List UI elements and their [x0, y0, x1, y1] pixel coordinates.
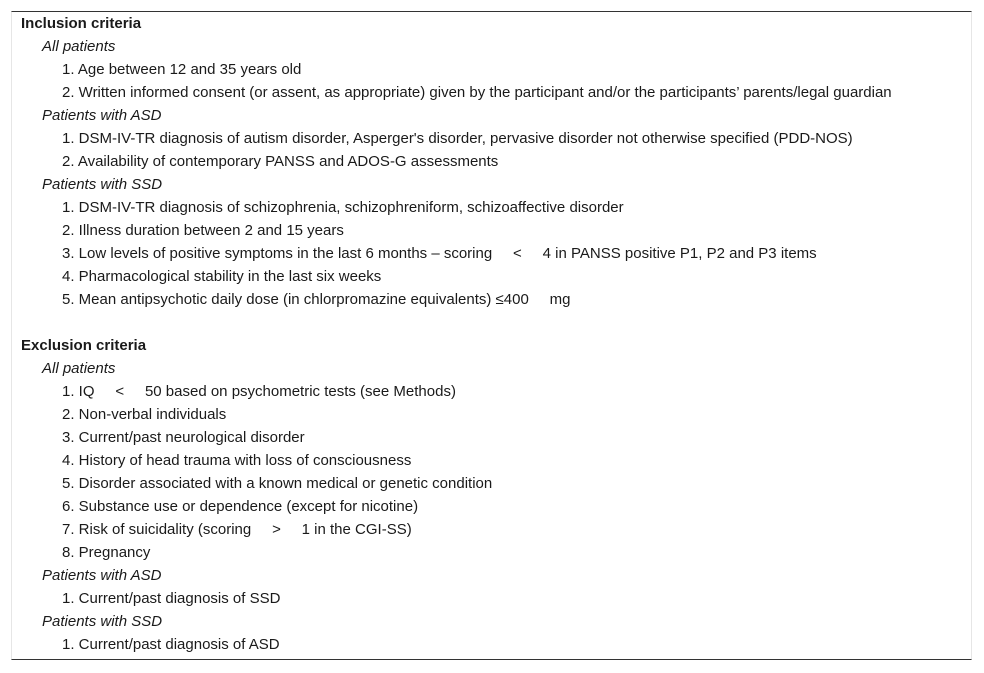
exclusion-item: 4. History of head trauma with loss of consciousness [62, 452, 412, 469]
exclusion-item: 8. Pregnancy [62, 544, 151, 561]
inclusion-item: 1. DSM-IV-TR diagnosis of autism disorder, Asperger's disorder, pervasive disorder not otherwise specified (PDD-NOS) [62, 130, 853, 147]
inclusion-item: 4. Pharmacological stability in the last six weeks [62, 268, 382, 285]
inclusion-item: 2. Illness duration between 2 and 15 years [62, 222, 344, 239]
exclusion-group-all-patients: All patients [42, 360, 116, 377]
section-spacer [21, 311, 966, 334]
inclusion-item: 1. Age between 12 and 35 years old [62, 61, 302, 78]
exclusion-item: 5. Disorder associated with a known medical or genetic condition [62, 475, 493, 492]
exclusion-item: 2. Non-verbal individuals [62, 406, 227, 423]
exclusion-heading: Exclusion criteria [21, 337, 147, 354]
exclusion-item: 3. Current/past neurological disorder [62, 429, 305, 446]
inclusion-item: 2. Written informed consent (or assent, as appropriate) given by the participant and/or the participants’ parents/legal guardian [62, 84, 892, 101]
exclusion-item: 1. Current/past diagnosis of SSD [62, 590, 281, 607]
inclusion-item: 5. Mean antipsychotic daily dose (in chlorpromazine equivalents) ≤400 mg [62, 291, 571, 308]
criteria-content [21, 12, 966, 656]
inclusion-group-ssd: Patients with SSD [42, 176, 163, 193]
inclusion-group-all-patients: All patients [42, 38, 116, 55]
inclusion-item: 2. Availability of contemporary PANSS and ADOS-G assessments [62, 153, 499, 170]
exclusion-group-asd: Patients with ASD [42, 567, 162, 584]
inclusion-item: 3. Low levels of positive symptoms in the last 6 months – scoring < 4 in PANSS positive P1, P2 and P3 items [62, 245, 817, 262]
inclusion-heading: Inclusion criteria [21, 15, 142, 32]
exclusion-item: 7. Risk of suicidality (scoring > 1 in the CGI-SS) [62, 521, 412, 538]
inclusion-group-asd: Patients with ASD [42, 107, 162, 124]
exclusion-group-ssd: Patients with SSD [42, 613, 163, 630]
exclusion-item: 1. Current/past diagnosis of ASD [62, 636, 280, 653]
exclusion-item: 1. IQ < 50 based on psychometric tests (see Methods) [62, 383, 456, 400]
exclusion-item: 6. Substance use or dependence (except for nicotine) [62, 498, 419, 515]
inclusion-item: 1. DSM-IV-TR diagnosis of schizophrenia, schizophreniform, schizoaffective disorder [62, 199, 624, 216]
